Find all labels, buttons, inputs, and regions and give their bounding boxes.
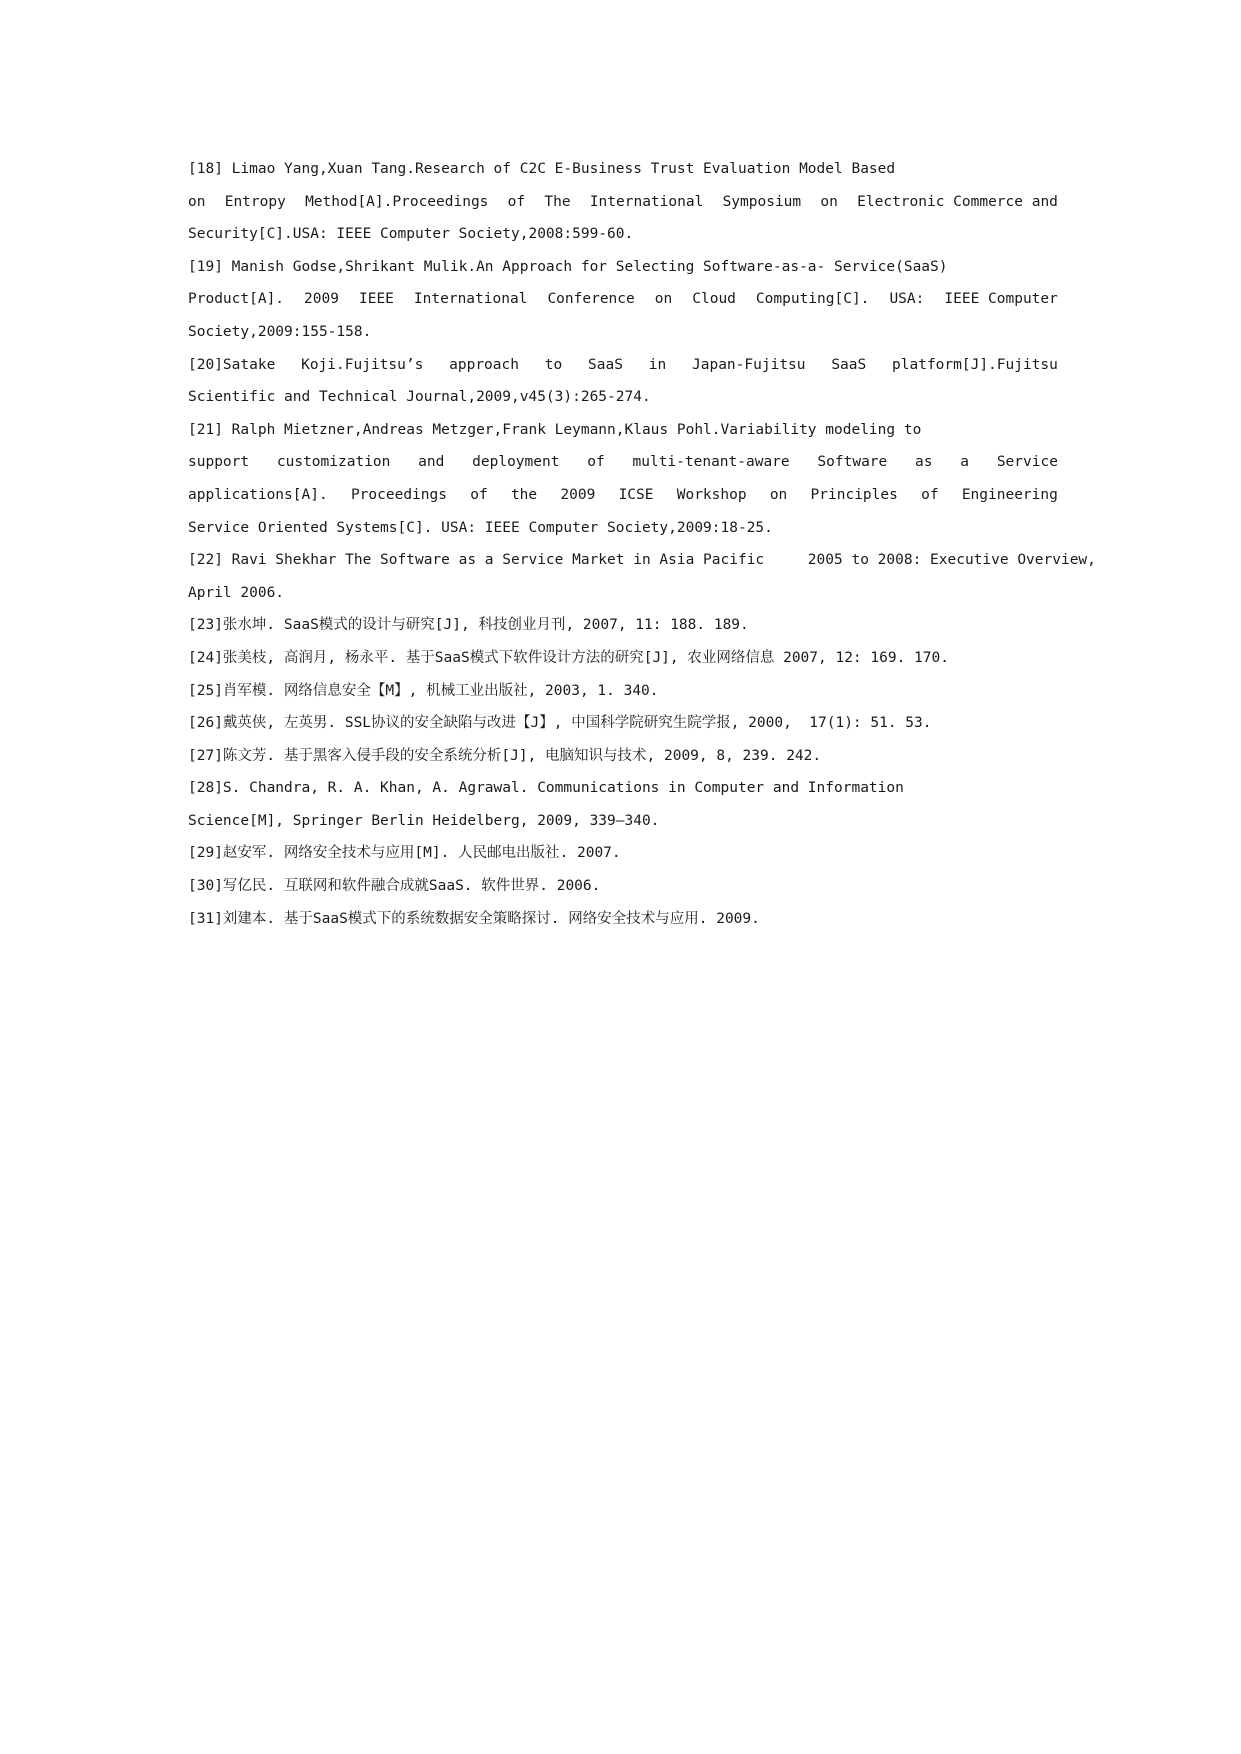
- word: applications[A].: [188, 486, 328, 503]
- word: multi-tenant-aware: [632, 454, 790, 471]
- word: ICSE: [618, 486, 654, 503]
- reference-19-line-2: [188, 283, 1058, 316]
- word: to: [544, 356, 563, 373]
- word: on: [769, 486, 788, 503]
- word: on: [820, 193, 838, 210]
- reference-19-line-3: Society,2009:155-158.: [188, 323, 372, 340]
- word: 2009: [560, 486, 596, 503]
- word: International: [413, 291, 528, 308]
- word: approach: [449, 356, 519, 373]
- reference-18-line-1: [18] Limao Yang,Xuan Tang.Research of C2C E-Business Trust Evaluation Model Based: [188, 161, 896, 177]
- word: in: [648, 356, 667, 373]
- word: the: [510, 486, 538, 503]
- word: of: [507, 193, 526, 210]
- word: Principles: [810, 486, 898, 503]
- reference-25: [25]肖军模. 网络信息安全【M】, 机械工业出版社, 2003, 1. 340.: [188, 682, 659, 699]
- word: a: [960, 454, 970, 471]
- word: Computing[C].: [755, 291, 870, 308]
- reference-24: [24]张美枝, 高润月, 杨永平. 基于SaaS模式下软件设计方法的研究[J], 农业网络信息 2007, 12: 169. 170.: [188, 649, 949, 666]
- reference-22-line-1: [22] Ravi Shekhar The Software as a Service Market in Asia Pacific 2005 to 2008: Executive Overview,: [188, 552, 1096, 569]
- reference-18-line-2: [188, 186, 1058, 219]
- word: Conference: [547, 291, 635, 308]
- reference-30: [30]写亿民. 互联网和软件融合成就SaaS. 软件世界. 2006.: [188, 878, 601, 895]
- reference-20-line-1: [188, 349, 1058, 382]
- reference-28-line-1: [28]S. Chandra, R. A. Khan, A. Agrawal. Communications in Computer and Information: [188, 780, 904, 797]
- word: Symposium: [722, 193, 802, 210]
- reference-21-line-2: [188, 446, 1058, 479]
- word: 2009: [304, 291, 339, 308]
- reference-23: [23]张水坤. SaaS模式的设计与研究[J], 科技创业月刊, 2007, 11: 188. 189.: [188, 617, 749, 634]
- word: customization: [276, 454, 391, 471]
- word: as: [915, 454, 933, 471]
- word: The: [544, 193, 571, 210]
- word: Method[A].Proceedings: [305, 193, 489, 210]
- word: deployment: [472, 454, 560, 471]
- reference-21-line-3: [188, 479, 1058, 512]
- reference-20-line-2: Scientific and Technical Journal,2009,v45(3):265-274.: [188, 389, 651, 406]
- reference-19-line-1: [19] Manish Godse,Shrikant Mulik.An Approach for Selecting Software-as-a- Service(SaaS): [188, 258, 948, 275]
- reference-list: [188, 153, 1096, 935]
- word: and: [418, 454, 445, 471]
- word: Product[A].: [188, 291, 285, 308]
- word: Proceedings: [350, 486, 447, 503]
- word: Koji.Fujitsu’s: [301, 356, 424, 373]
- word: of: [587, 454, 605, 471]
- word: on: [654, 291, 673, 308]
- word: of: [470, 486, 488, 503]
- reference-18-line-3: Security[C].USA: IEEE Computer Society,2008:599-60.: [188, 226, 634, 243]
- word: of: [921, 486, 939, 503]
- reference-29: [29]赵安军. 网络安全技术与应用[M]. 人民邮电出版社. 2007.: [188, 845, 621, 862]
- word: Engineering: [961, 486, 1058, 503]
- word: on: [188, 193, 206, 210]
- word: Electronic Commerce and: [857, 193, 1058, 210]
- word: International: [589, 193, 704, 210]
- word: Workshop: [676, 486, 747, 503]
- word: support: [188, 454, 250, 471]
- word: SaaS: [831, 356, 867, 373]
- reference-27: [27]陈文芳. 基于黑客入侵手段的安全系统分析[J], 电脑知识与技术, 2009, 8, 239. 242.: [188, 747, 822, 764]
- word: Cloud: [692, 291, 736, 308]
- word: Service: [996, 454, 1058, 471]
- reference-21-line-1: [21] Ralph Mietzner,Andreas Metzger,Frank Leymann,Klaus Pohl.Variability modeling to: [188, 421, 922, 438]
- word: SaaS: [588, 356, 623, 373]
- word: Entropy: [224, 193, 286, 210]
- word: IEEE: [358, 291, 394, 308]
- reference-21-line-4: Service Oriented Systems[C]. USA: IEEE Computer Society,2009:18-25.: [188, 519, 773, 536]
- word: platform[J].Fujitsu: [892, 356, 1058, 373]
- word: IEEE Computer: [944, 291, 1058, 308]
- word: USA:: [889, 291, 925, 308]
- word: Software: [817, 454, 888, 471]
- reference-31: [31]刘建本. 基于SaaS模式下的系统数据安全策略探讨. 网络安全技术与应用. 2009.: [188, 910, 760, 927]
- reference-26: [26]戴英侠, 左英男. SSL协议的安全缺陷与改进【J】, 中国科学院研究生院学报, 2000, 17(1): 51. 53.: [188, 715, 932, 732]
- word: Japan-Fujitsu: [692, 356, 806, 373]
- reference-28-line-2: Science[M], Springer Berlin Heidelberg, 2009, 339—340.: [188, 812, 660, 829]
- word: [20]Satake: [188, 356, 276, 373]
- reference-22-line-2: April 2006.: [188, 584, 285, 601]
